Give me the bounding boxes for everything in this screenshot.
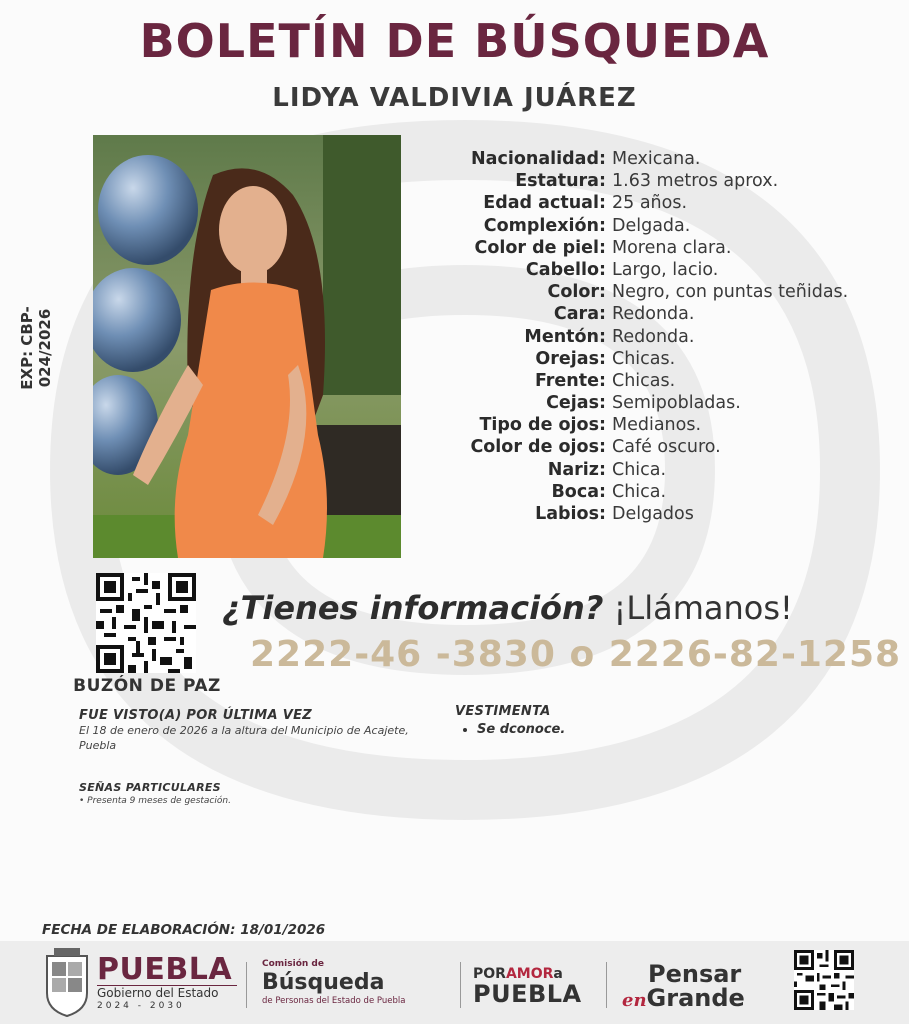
attribute-label: Color de piel:: [474, 237, 606, 258]
attribute-label: Labios:: [535, 504, 606, 524]
term-years: 2024 - 2030: [97, 1001, 185, 1011]
por-word: POR: [473, 966, 506, 982]
puebla-word: PUEBLA: [473, 980, 582, 1008]
attribute-label: Color de ojos:: [470, 437, 606, 458]
footer-qr-code[interactable]: [794, 950, 854, 1010]
attribute-row: [420, 215, 900, 237]
footer-divider: [606, 962, 607, 1008]
attribute-label: Cejas:: [546, 393, 606, 414]
buzon-qr-code[interactable]: [96, 573, 196, 673]
por-amor-a-puebla-logo: [473, 964, 593, 1008]
phone-numbers[interactable]: 2222-46 -3830 o 2226-82-1258: [250, 634, 902, 675]
attribute-value: Café oscuro.: [612, 437, 721, 458]
buzon-de-paz-label: BUZÓN DE PAZ: [73, 676, 221, 696]
last-seen-section: [79, 708, 419, 753]
missing-person-photo: [93, 135, 401, 558]
attribute-label: Color:: [547, 282, 606, 303]
attribute-row: [420, 303, 900, 325]
expediente-number: EXP: CBP-024/2026: [18, 306, 54, 390]
gobierno-label: Gobierno del Estado: [97, 985, 237, 1000]
attribute-row: [420, 370, 900, 392]
attribute-row: [420, 170, 900, 192]
footer-divider: [460, 962, 461, 1008]
attribute-label: Frente:: [534, 370, 606, 391]
attribute-value: Chica.: [612, 481, 667, 502]
marks-item: • Presenta 9 meses de gestación.: [79, 796, 231, 806]
attribute-row: [420, 326, 900, 348]
attribute-label: Edad actual:: [483, 193, 606, 214]
pensar-word: Pensar: [648, 960, 742, 988]
a-word: a: [553, 966, 563, 982]
marks-section: [79, 781, 379, 809]
attribute-value: Chicas.: [612, 348, 676, 369]
puebla-government-logo: [97, 952, 237, 1012]
puebla-wordmark: PUEBLA: [97, 952, 233, 987]
attributes-list: [420, 148, 900, 525]
attribute-value: Chica.: [612, 459, 667, 480]
attribute-value: Delgados: [612, 504, 694, 524]
attribute-value: Delgada.: [612, 215, 691, 236]
attribute-label: Complexión:: [483, 215, 606, 236]
footer-divider: [246, 962, 247, 1008]
attribute-label: Tipo de ojos:: [479, 415, 606, 436]
page-title: BOLETÍN DE BÚSQUEDA: [139, 14, 770, 68]
attribute-value: 25 años.: [612, 193, 688, 214]
clothing-item: • Se dconoce.: [477, 722, 655, 737]
last-seen-text: El 18 de enero de 2026 a la altura del Municipio de Acajete, Puebla: [79, 724, 409, 752]
marks-heading: SEÑAS PARTICULARES: [79, 781, 221, 794]
attribute-value: Redonda.: [612, 304, 695, 325]
attribute-row: [420, 459, 900, 481]
attribute-value: Mexicana.: [612, 149, 701, 169]
missing-person-name: LIDYA VALDIVIA JUÁREZ: [272, 83, 637, 113]
state-seal-logo: [42, 948, 92, 1018]
en-grande-line: [622, 986, 772, 1013]
attribute-label: Mentón:: [524, 326, 606, 347]
question-text: ¿Tienes información?: [222, 589, 604, 627]
comision-busqueda-logo: [262, 958, 452, 1007]
attribute-label: Nariz:: [547, 459, 606, 480]
comision-top: Comisión de: [262, 959, 324, 969]
attribute-label: Cabello:: [525, 259, 606, 280]
attribute-value: Negro, con puntas teñidas.: [612, 282, 849, 303]
attribute-label: Cara:: [553, 304, 606, 325]
attribute-row: [420, 414, 900, 436]
attribute-value: Chicas.: [612, 370, 676, 391]
attribute-row: [420, 237, 900, 259]
attribute-label: Estatura:: [515, 171, 606, 192]
attribute-value: Redonda.: [612, 326, 695, 347]
comision-main: Búsqueda: [262, 970, 385, 995]
pensar-en-grande-logo: [622, 962, 772, 1013]
attribute-row: [420, 281, 900, 303]
grande-word: Grande: [646, 984, 745, 1012]
attribute-row: [420, 392, 900, 414]
attribute-row: [420, 481, 900, 503]
information-prompt: [222, 589, 793, 627]
call-text: ¡Llámanos!: [613, 589, 793, 627]
attribute-row: [420, 503, 900, 525]
en-word: en: [622, 990, 647, 1011]
attribute-label: Boca:: [551, 481, 606, 502]
attribute-value: Largo, lacio.: [612, 259, 719, 280]
amor-word: AMOR: [505, 966, 554, 982]
attribute-row: [420, 259, 900, 281]
attribute-value: Morena clara.: [612, 237, 732, 258]
attribute-value: Semipobladas.: [612, 393, 741, 414]
clothing-section: [455, 704, 655, 737]
last-seen-heading: FUE VISTO(A) POR ÚLTIMA VEZ: [79, 708, 312, 723]
attribute-row: [420, 436, 900, 458]
attribute-row: [420, 348, 900, 370]
marks-item-text: Presenta 9 meses de gestación.: [87, 796, 231, 806]
comision-sub: de Personas del Estado de Puebla: [262, 996, 406, 1006]
attribute-row: [420, 192, 900, 214]
clothing-heading: VESTIMENTA: [455, 704, 551, 719]
attribute-value: Medianos.: [612, 415, 702, 436]
attribute-label: Orejas:: [535, 348, 606, 369]
attribute-row: [420, 148, 900, 170]
creation-date: FECHA DE ELABORACIÓN: 18/01/2026: [42, 922, 326, 938]
attribute-label: Nacionalidad:: [471, 149, 606, 169]
attribute-value: 1.63 metros aprox.: [612, 171, 779, 192]
